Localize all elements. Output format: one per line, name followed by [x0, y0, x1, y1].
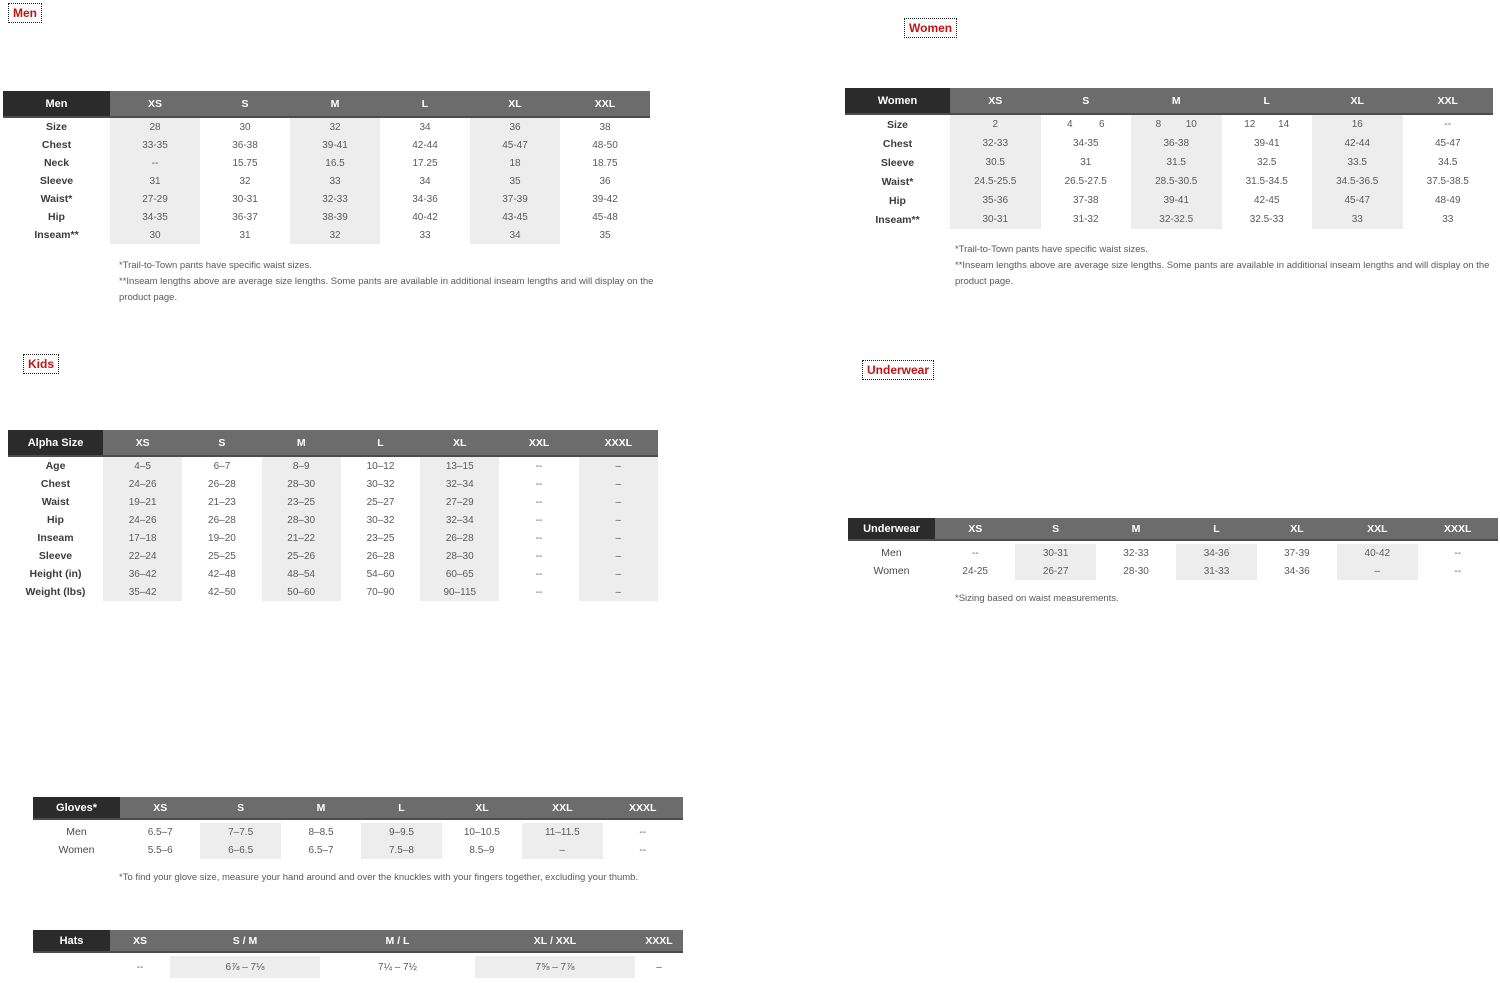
table-cell: 33	[1312, 210, 1403, 229]
table-cell: 7¼ – 7½	[378, 961, 417, 973]
table-cell: --	[1454, 547, 1462, 559]
table-cell: 18.75	[592, 157, 618, 169]
table-cell: 30.5	[950, 153, 1041, 172]
row-label: Women	[58, 844, 95, 856]
table-cell: 34-35	[110, 208, 200, 226]
table-row-inseam	[3, 226, 650, 244]
table-cell: 26.5-27.5	[1064, 176, 1107, 187]
table-row-waist	[8, 493, 658, 511]
table-cell: –	[579, 547, 658, 565]
row-label: Sleeve	[39, 175, 74, 187]
table-cell: 34.5-36.5	[1312, 172, 1403, 191]
table-cell: 34-35	[1072, 138, 1099, 149]
table-cell: 10–12	[366, 460, 395, 472]
table-cell: 28–30	[262, 475, 341, 493]
table-cell: 45-47	[1312, 191, 1403, 210]
table-cell: 30-31	[232, 193, 258, 205]
kids-section-link[interactable]: Kids	[23, 354, 59, 374]
table-cell: 50–60	[262, 583, 341, 601]
table-row-chest	[845, 134, 1493, 153]
table-cell: 36	[470, 118, 560, 136]
row-label: Men	[881, 547, 902, 559]
table-cell: --	[136, 961, 144, 973]
table-cell: 7–7.5	[200, 823, 280, 841]
table-cell: 18	[470, 154, 560, 172]
table-cell: 32–34	[420, 511, 499, 529]
row-label	[33, 956, 110, 978]
row-label: Sleeve	[38, 550, 73, 562]
table-cell: 32-33	[1123, 547, 1149, 559]
table-cell: 42-44	[1312, 134, 1403, 153]
table-cell: 33	[1442, 214, 1454, 225]
table-cell: 34-36	[1284, 565, 1310, 577]
underwear-section-link[interactable]: Underwear	[862, 360, 934, 380]
table-cell: 90–115	[420, 583, 499, 601]
table-cell: 35-36	[950, 191, 1041, 210]
table-cell: 42–50	[208, 586, 236, 598]
table-cell: 25–27	[366, 496, 395, 508]
table-cell: 7⅝ – 7⅞	[475, 956, 635, 978]
table-cell: 11–11.5	[522, 823, 602, 841]
table-cell: 60–65	[420, 565, 499, 583]
table-cell: 39-42	[592, 193, 618, 205]
table-cell: 36–42	[103, 565, 182, 583]
table-cell: 37-39	[1284, 547, 1310, 559]
footnote-line: **Inseam lengths above are average size lengths. Some pants are available in additional inseam lengths and will display on the product page.	[119, 276, 654, 303]
table-cell: 24-25	[962, 565, 988, 577]
table-cell: 45-48	[592, 211, 618, 223]
table-row-hip	[3, 208, 650, 226]
table-cell: 32.5-33	[1249, 214, 1284, 225]
table-cell: 30	[239, 121, 251, 133]
table-cell: 31	[1080, 157, 1092, 168]
table-cell: 32-32.5	[1131, 210, 1222, 229]
table-cell: 38-39	[290, 208, 380, 226]
row-label: Hip	[889, 194, 906, 207]
table-cell: 34-36	[412, 193, 438, 205]
table-cell: 34	[470, 226, 560, 244]
col-header-xl-xxl: XL / XXL	[533, 934, 577, 947]
col-header-s: S	[1082, 94, 1090, 107]
table-cell: –	[522, 841, 602, 859]
table-cell: 6–6.5	[200, 841, 280, 859]
table-cell: 8–8.5	[308, 826, 334, 838]
table-cell: 36-38	[232, 139, 258, 151]
table-row-women	[848, 562, 1498, 580]
row-label: Chest	[41, 139, 72, 151]
footnote-line: **Inseam lengths above are average size lengths. Some pants are available in additional inseam lengths and will display on the product page.	[955, 260, 1490, 287]
row-label: Chest	[40, 478, 71, 490]
row-label: Chest	[882, 137, 913, 150]
gloves-table-footnotes	[119, 870, 638, 886]
gloves-size-table	[33, 797, 683, 859]
table-cell: 42-45	[1253, 195, 1280, 206]
col-header-xxl: XXL	[528, 436, 550, 449]
underwear-table-header	[848, 518, 1498, 541]
col-header-xxxl: XXXL	[1444, 522, 1472, 535]
table-cell: --	[535, 496, 543, 508]
table-cell: 31	[110, 172, 200, 190]
col-header-s-m: S / M	[232, 934, 258, 947]
table-cell: 28-30	[1123, 565, 1149, 577]
row-label: Height (in)	[29, 568, 82, 580]
table-cell: 42-44	[412, 139, 438, 151]
row-label: Waist*	[40, 193, 73, 205]
table-cell: --	[535, 568, 543, 580]
col-header-m: M	[1171, 94, 1181, 107]
underwear-table-footnotes	[955, 591, 1119, 607]
table-cell: 34-36	[1176, 544, 1256, 562]
table-cell	[1222, 115, 1313, 134]
table-cell: --	[535, 460, 543, 472]
table-cell	[1041, 115, 1132, 134]
table-cell: 30–32	[366, 514, 395, 526]
table-cell: 24–26	[103, 475, 182, 493]
table-cell: 42–48	[208, 568, 236, 580]
table-cell: –	[579, 475, 658, 493]
table-cell: 28	[110, 118, 200, 136]
row-label: Waist	[41, 496, 70, 508]
table-cell: 28–30	[262, 511, 341, 529]
women-table-header-label: Women	[845, 88, 950, 113]
table-cell: 33	[419, 229, 431, 241]
table-cell: 36-37	[232, 211, 258, 223]
table-cell: 34.5	[1438, 157, 1458, 168]
table-cell: --	[639, 826, 647, 838]
col-header-m: M	[1131, 522, 1141, 535]
col-header-l: L	[421, 97, 429, 110]
table-row-sleeve	[3, 172, 650, 190]
hats-size-table	[33, 930, 683, 978]
table-cell: 33.5	[1312, 153, 1403, 172]
men-size-table	[3, 91, 650, 244]
table-cell: 28.5-30.5	[1131, 172, 1222, 191]
table-cell: 30-31	[1015, 544, 1095, 562]
table-cell: 26–28	[366, 550, 395, 562]
table-cell: 6⅞ – 7⅛	[170, 956, 320, 978]
table-row-inseam	[8, 529, 658, 547]
col-header-xxxl: XXXL	[604, 436, 633, 449]
table-cell: --	[535, 586, 543, 598]
table-row-hip	[845, 191, 1493, 210]
row-label: Size	[45, 121, 67, 133]
table-cell: --	[535, 478, 543, 490]
row-label: Size	[886, 118, 908, 131]
table-cell: 32-33	[290, 190, 380, 208]
footnote-line: *To find your glove size, measure your hand around and over the knuckles with your fingers together, excluding your thumb.	[119, 872, 639, 883]
men-table-header-label: Men	[3, 91, 110, 116]
table-cell: 35–42	[103, 583, 182, 601]
table-cell: 32	[290, 118, 380, 136]
row-label: Weight (lbs)	[25, 586, 86, 598]
footnote-line: *Sizing based on waist measurements.	[955, 593, 1119, 604]
table-row-chest	[8, 475, 658, 493]
table-row-height-in	[8, 565, 658, 583]
row-label: Hip	[47, 514, 64, 526]
kids-size-table	[8, 430, 658, 601]
table-cell-subvalue: 10	[1185, 119, 1197, 130]
table-row-hip	[8, 511, 658, 529]
col-header-xs: XS	[153, 801, 168, 814]
col-header-l: L	[377, 436, 384, 449]
col-header-s: S	[1052, 522, 1060, 535]
table-cell: 31.5	[1131, 153, 1222, 172]
col-header-m: M	[330, 97, 340, 110]
col-header-m-l: M / L	[385, 934, 410, 947]
table-cell: 6–7	[213, 460, 231, 472]
table-cell: 8.5–9	[469, 844, 495, 856]
table-cell: 17.25	[412, 157, 438, 169]
col-header-m: M	[316, 801, 326, 814]
table-row-age	[8, 457, 658, 475]
table-cell: –	[579, 565, 658, 583]
table-cell: 31	[239, 229, 251, 241]
col-header-xxl: XXL	[594, 97, 616, 110]
table-cell: 21–22	[262, 529, 341, 547]
col-header-l: L	[1263, 94, 1270, 107]
table-cell: 32	[239, 175, 251, 187]
table-cell: 23–25	[366, 532, 395, 544]
col-header-xs: XS	[988, 94, 1003, 107]
table-row-sleeve	[8, 547, 658, 565]
col-header-xl: XL	[475, 801, 489, 814]
table-cell: 43-45	[470, 208, 560, 226]
row-label: Age	[45, 460, 66, 472]
footnote-line: *Trail-to-Town pants have specific waist sizes.	[119, 260, 312, 271]
row-label: Neck	[43, 157, 70, 169]
table-cell: 36	[599, 175, 611, 187]
table-cell: 40-42	[1337, 544, 1417, 562]
table-cell: 32.5	[1257, 157, 1277, 168]
table-cell: 38	[599, 121, 611, 133]
table-cell: 26–28	[208, 514, 236, 526]
table-cell: 31-33	[1176, 562, 1256, 580]
table-cell: 37-39	[470, 190, 560, 208]
table-cell: 35	[470, 172, 560, 190]
table-cell: 25–26	[262, 547, 341, 565]
table-cell: –	[656, 961, 662, 973]
table-cell: --	[1444, 119, 1452, 130]
table-cell: 39-41	[1131, 191, 1222, 210]
row-label: Sleeve	[880, 156, 915, 169]
col-header-l: L	[1213, 522, 1220, 535]
table-cell: 32-33	[950, 134, 1041, 153]
table-cell: –	[579, 511, 658, 529]
table-cell: 54–60	[366, 568, 395, 580]
table-cell: 26–28	[208, 478, 236, 490]
table-cell: 16	[1312, 115, 1403, 134]
table-cell: –	[579, 457, 658, 475]
table-cell: 37-38	[1072, 195, 1099, 206]
table-cell: 34	[419, 175, 431, 187]
table-row-weight-lbs	[8, 583, 658, 601]
table-cell: 5.5–6	[147, 844, 173, 856]
col-header-s: S	[218, 436, 226, 449]
table-cell: 32	[290, 226, 380, 244]
table-cell: 40-42	[412, 211, 438, 223]
col-header-xxl: XXL	[1367, 522, 1388, 535]
col-header-xs: XS	[135, 436, 150, 449]
table-cell: 48–54	[262, 565, 341, 583]
table-cell: --	[639, 844, 647, 856]
table-cell: 19–21	[103, 493, 182, 511]
table-cell-subvalue: 14	[1278, 119, 1290, 130]
table-cell: 39-41	[1253, 138, 1280, 149]
table-cell: 27-29	[110, 190, 200, 208]
table-cell: 35	[599, 229, 611, 241]
col-header-xxxl: XXXL	[645, 934, 673, 947]
row-label: Waist*	[881, 175, 914, 188]
table-cell: 30-31	[950, 210, 1041, 229]
table-cell: 6.5–7	[147, 826, 173, 838]
table-cell: 31-32	[1072, 214, 1099, 225]
men-section-link[interactable]: Men	[8, 3, 42, 23]
row-label: Inseam**	[875, 213, 920, 226]
row-label: Women	[873, 565, 910, 577]
col-header-s: S	[241, 97, 249, 110]
table-cell: 9–9.5	[361, 823, 441, 841]
table-cell: 13–15	[420, 457, 499, 475]
men-table-footnotes	[119, 258, 667, 306]
table-cell: --	[971, 547, 979, 559]
col-header-xl: XL	[508, 97, 522, 110]
table-cell: 45-47	[1434, 138, 1461, 149]
table-cell: 24.5-25.5	[950, 172, 1041, 191]
table-cell: 7.5–8	[361, 841, 441, 859]
col-header-xxl: XXL	[552, 801, 573, 814]
men-table-header	[3, 91, 650, 118]
table-cell	[1131, 115, 1222, 134]
table-cell: 25–25	[208, 550, 236, 562]
table-cell: 70–90	[366, 586, 395, 598]
footnote-line: *Trail-to-Town pants have specific waist sizes.	[955, 244, 1148, 255]
col-header-xs: XS	[968, 522, 983, 535]
table-cell-subvalue: 8	[1155, 119, 1162, 130]
table-cell: 24–26	[103, 511, 182, 529]
kids-table-header	[8, 430, 658, 457]
table-cell: 2	[950, 115, 1041, 134]
table-row-men	[848, 544, 1498, 562]
table-cell: 6.5–7	[308, 844, 334, 856]
table-cell: 48-49	[1434, 195, 1461, 206]
table-cell: 45-47	[470, 136, 560, 154]
table-cell: 30–32	[366, 478, 395, 490]
underwear-size-table	[848, 518, 1498, 580]
row-label: Hip	[48, 211, 65, 223]
table-row-value	[33, 956, 683, 978]
table-cell: --	[535, 532, 543, 544]
table-row-waist	[845, 172, 1493, 191]
table-cell: 48-50	[592, 139, 618, 151]
col-header-xs: XS	[147, 97, 162, 110]
table-cell: 32–34	[420, 475, 499, 493]
table-cell: --	[110, 154, 200, 172]
col-header-xl: XL	[1350, 94, 1364, 107]
col-header-xxxl: XXXL	[629, 801, 657, 814]
col-header-m: M	[296, 436, 306, 449]
table-row-size	[845, 115, 1493, 134]
table-cell: 33-35	[110, 136, 200, 154]
table-row-sleeve	[845, 153, 1493, 172]
hats-table-header	[33, 930, 683, 953]
table-cell: 10–10.5	[463, 826, 500, 838]
table-row-men	[33, 823, 683, 841]
table-cell: 23–25	[262, 493, 341, 511]
table-cell: 34	[419, 121, 431, 133]
table-cell: 16.5	[290, 154, 380, 172]
table-cell: –	[579, 493, 658, 511]
table-cell: 37.5-38.5	[1426, 176, 1469, 187]
table-cell: 26–28	[420, 529, 499, 547]
gloves-table-header	[33, 797, 683, 820]
table-cell: –	[579, 529, 658, 547]
table-row-size	[3, 118, 650, 136]
table-cell: --	[535, 514, 543, 526]
hats-table-header-label: Hats	[33, 930, 110, 951]
gloves-table-header-label: Gloves*	[33, 797, 120, 818]
table-row-waist	[3, 190, 650, 208]
table-cell-subvalue: 4	[1066, 119, 1073, 130]
col-header-xs: XS	[132, 934, 147, 947]
row-label: Inseam**	[34, 229, 79, 241]
table-cell-subvalue: 6	[1098, 119, 1105, 130]
table-cell: 28–30	[420, 547, 499, 565]
table-cell: 30	[110, 226, 200, 244]
table-cell: 15.75	[232, 157, 258, 169]
col-header-xxl: XXL	[1437, 94, 1458, 107]
col-header-l: L	[398, 801, 405, 814]
row-label: Men	[66, 826, 87, 838]
table-cell: –	[579, 583, 658, 601]
table-cell: 22–24	[103, 547, 182, 565]
table-cell: --	[535, 550, 543, 562]
table-cell: 27–29	[420, 493, 499, 511]
table-cell: 8–9	[262, 457, 341, 475]
col-header-xl: XL	[453, 436, 467, 449]
table-row-neck	[3, 154, 650, 172]
table-cell: 17–18	[103, 529, 182, 547]
underwear-table-header-label: Underwear	[848, 518, 935, 539]
row-label: Inseam	[37, 532, 74, 544]
table-cell: 33	[290, 172, 380, 190]
women-size-table	[845, 88, 1493, 229]
col-header-xl: XL	[1290, 522, 1304, 535]
table-cell: 36-38	[1131, 134, 1222, 153]
table-row-chest	[3, 136, 650, 154]
table-cell: –	[1337, 562, 1417, 580]
table-row-women	[33, 841, 683, 859]
table-cell-subvalue: 12	[1244, 119, 1256, 130]
table-cell: 4–5	[103, 457, 182, 475]
table-cell: --	[1454, 565, 1462, 577]
women-section-link[interactable]: Women	[904, 18, 957, 38]
kids-table-header-label: Alpha Size	[8, 430, 103, 455]
table-cell: 31.5-34.5	[1245, 176, 1288, 187]
table-cell: 26-27	[1015, 562, 1095, 580]
table-cell: 39-41	[290, 136, 380, 154]
table-cell: 21–23	[208, 496, 236, 508]
table-row-inseam	[845, 210, 1493, 229]
women-table-footnotes	[955, 242, 1495, 290]
women-table-header	[845, 88, 1493, 115]
col-header-s: S	[237, 801, 245, 814]
table-cell: 19–20	[208, 532, 236, 544]
